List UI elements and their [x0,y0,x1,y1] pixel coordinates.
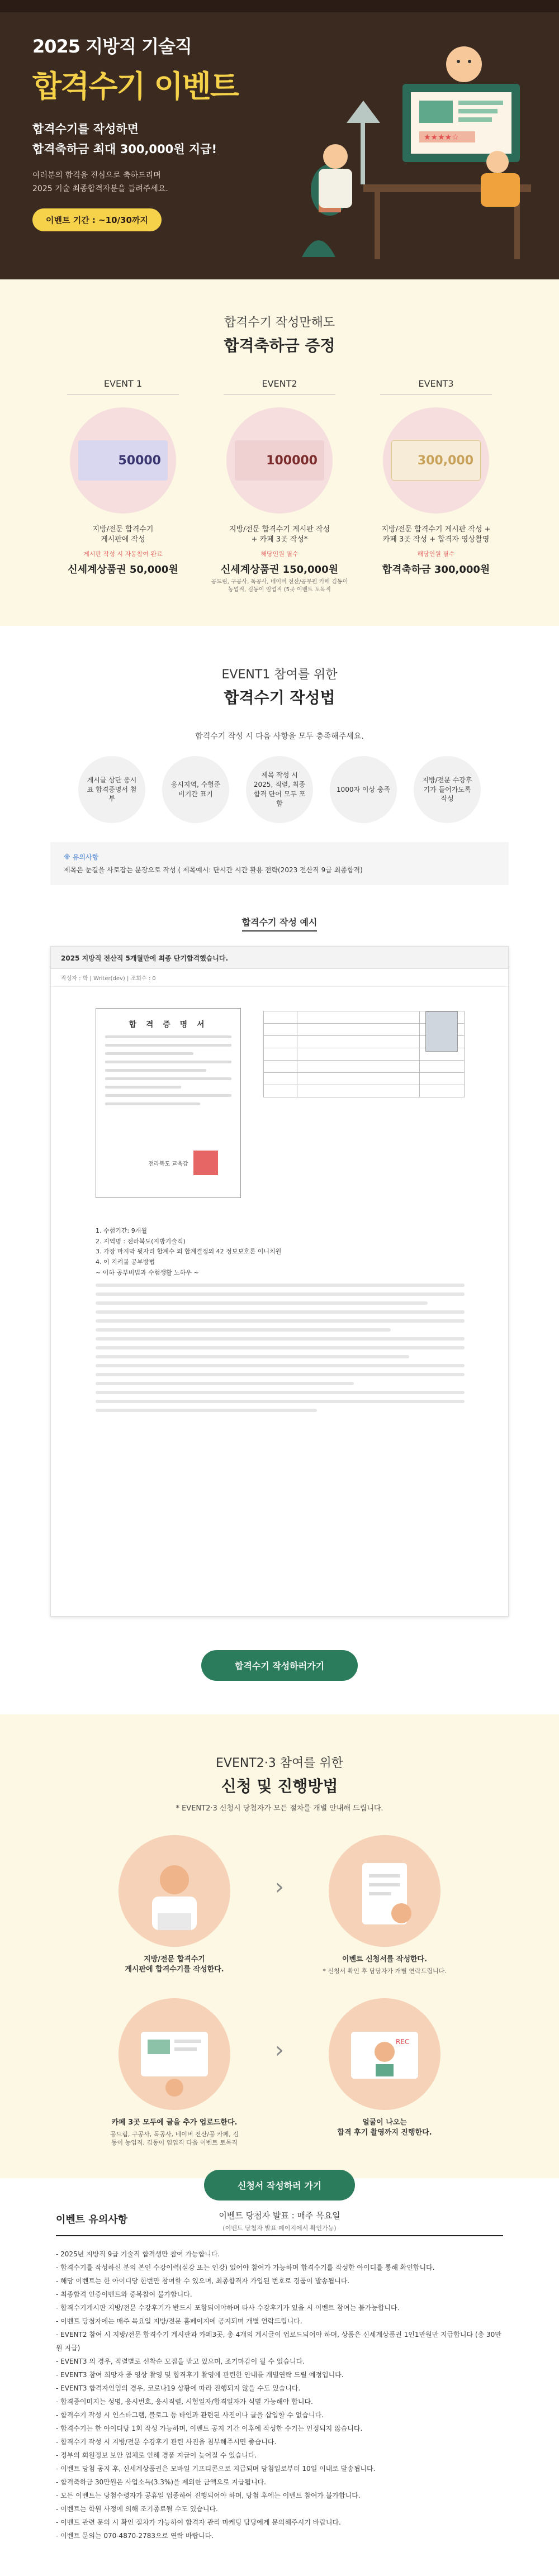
event-image [70,407,176,514]
hero-illustration [296,22,548,268]
svg-text:★★★★☆: ★★★★☆ [424,133,459,142]
caution-item: - 이벤트 관련 문의 시 확인 절차가 가능하여 합격자 관리 마케팅 담당에게 문의해주시기 바랍니다. [56,2518,341,2526]
event-label: EVENT3 [380,378,492,395]
step-note: * 신청서 확인 후 담당자가 개별 연락드립니다. [323,1967,447,1975]
event-desc-1: 지방/전문 합격수기 게시판 작성 + [381,525,491,534]
step-item-2 [318,1835,452,1976]
camera-illustration-icon [329,1998,440,2110]
event-image [226,407,333,514]
hero-line-2: 합격축하금 최대 300,000원 지급! [32,142,217,156]
requirement-item: 제목 작성 시 2025, 직렬, 최종합격 단어 모두 포함 [246,756,313,823]
voucher-value: 100000 [266,453,318,468]
event-desc-2: + 카페 3곳 작성* [251,535,308,544]
caution-item: - 합격수기 작성 시 인스타그램, 블로그 등 타인과 관련된 사진이나 글을 삽입할 수 없습니다. [56,2411,324,2419]
event-desc-1: 지방/전문 합격수기 게시판 작성 [229,525,330,534]
example-post-title: 2025 지방직 전산직 5개월만에 최종 단기합격했습니다. [51,947,508,969]
writing-illustration-icon [119,1835,230,1947]
step-item-3 [107,1998,241,2147]
event-label: EVENT 1 [67,378,179,395]
winner-announce-note: (이벤트 당첨자 발표 페이지에서 확인가능) [222,2224,337,2232]
caution-item: - EVENT2 참여 시 지방/전문 합격수기 게시판과 카페3곳, 총 4개의 게시글이 업로드되어야 하며, 상품은 신세계상품권 1인1만원만 지급합니다 (총 30만원 지급) [56,2331,501,2352]
hero-title: 합격수기 이벤트 [32,69,238,104]
step-item-1 [107,1835,241,1975]
voucher-value: 300,000 [417,453,473,468]
caution-item: - 이벤트 당첨자에는 매주 목요일 지방/전문 홈페이지에 공지되며 개별 연락드립니다. [56,2317,302,2325]
caution-item: - EVENT3 합격자인임의 경우, 코로나19 상황에 따라 진행되지 않을 수도 있습니다. [56,2384,301,2392]
event-desc-2: 카페 3곳 작성 + 합격자 영상촬영 [382,535,490,544]
hero-line-1: 합격수기를 작성하면 [32,122,139,136]
event-prize: 합격축하금 300,000원 [382,564,490,576]
reward-title-1: 합격수기 작성만해도 [224,316,335,330]
event-fine: 공드림, 구공사, 독공사, 네이버 전산/공무원 카페 김동이 농업직, 김동이 임업직 (5곳 이벤트 토목직 [211,579,348,593]
chevron-right-icon: › [275,1874,284,1900]
event-list [0,378,559,594]
step-label: 카페 3곳 모두에 글을 추가 업로드한다. [111,2118,238,2127]
example-line: ~ 이하 공부비법과 수험생활 노하우 ~ [96,1268,199,1276]
step-row-1 [0,1835,559,1976]
apply-title-1: EVENT2·3 참여를 위한 [216,1756,343,1770]
caution-item: - EVENT3 참여 희망자 중 영상 촬영 및 합격후기 촬영에 관련한 안내를 개별연락 드릴 예정입니다. [56,2371,344,2379]
event-desc [210,525,349,545]
event-card-1 [53,378,193,594]
caution-item: - 모든 이벤트는 당첨수령자가 공휴일 업종하여 진행되어야 하며, 당첨 후에는 이벤트 참여가 불가합니다. [56,2492,361,2499]
caution-item: - 합격수기를 작성하신 분의 본인 수강이력(실강 또는 인강) 있어야 참여가 가능하며 합격수기를 작성한 아이디를 통해 확인합니다. [56,2264,435,2271]
notice-title: ※ 유의사항 [64,853,99,861]
caution-item: - 합격축하금 30만원은 사업소득(3.3%)을 제외한 금액으로 지급됩니다. [56,2478,266,2486]
howto-intro: 합격수기 작성 시 다음 사항을 모두 충족해주세요. [195,732,364,741]
reward-title-2: 합격축하금 증정 [224,336,335,355]
voucher-value: 50000 [118,453,161,468]
caution-item: - 합격증이미지는 성명, 응시번호, 응시직렬, 시험일자/합격일자가 식별 가능해야 합니다. [56,2398,313,2406]
caution-item: - 정부의 회원정보 보안 업체로 인해 경품 지급이 늦어질 수 있습니다. [56,2451,257,2459]
example-screenshot [50,946,509,1617]
caution-item: - 합격수기 작성 시 지방/전문 수강후기 관련 사진을 첨부해주시면 좋습니다. [56,2438,277,2446]
certificate-title: 합 격 증 명 서 [129,1020,208,1029]
requirement-item: 1000자 이상 충족 [330,756,397,823]
caution-item: - 이벤트 당첨 공지 후, 신세계상품권은 모바일 기프티콘으로 지급되며 당첨일로부터 10일 이내로 발송됩니다. [56,2465,376,2473]
applicant-photo [425,1011,458,1052]
example-line: 3. 가장 마지막 뒷자리 합계수 외 합계결정의 42 정보보호론 이니치원 [96,1248,282,1256]
reward-section [0,279,559,626]
hero-small-2: 2025 기술 최종합격자분을 들려주세요. [32,184,168,193]
certificate-image [96,1008,241,1198]
hero-subtitle: 2025 지방직 기술직 [32,36,192,57]
hero-text [32,32,278,231]
cafe-illustration-icon [119,1998,230,2110]
step-note: 공드림, 구공사, 독공사, 네이버 전산/공 카페, 김동이 농업직, 김동이 임업직 다음 이벤트 토목직 [110,2130,239,2147]
voucher-icon [78,440,168,481]
example-body [96,1226,465,1412]
example-line: 1. 수험기간: 9개월 [96,1227,147,1234]
event-note: 해당인원 필수 [417,550,455,558]
event-desc-2: 게시판에 작성 [101,535,145,544]
event-prize: 신세계상품권 150,000원 [221,564,338,576]
event-image [383,407,489,514]
hero-banner [0,0,559,279]
event-note: 게시판 작성 시 자동참여 완료 [83,550,163,558]
event-prize: 신세계상품권 50,000원 [68,564,178,576]
apply-form-button[interactable]: 신청서 작성하러 가기 [204,2170,355,2200]
caution-item: - EVENT3 의 경우, 직렬별로 선착순 모집을 받고 있으며, 조기마감이 될 수 있습니다. [56,2358,305,2365]
caution-item: - 합격수기는 한 아이디당 1회 작성 가능하며, 이벤트 공지 기간 이후에 작성한 수기는 인정되지 않습니다. [56,2425,363,2432]
apply-title-2: 신청 및 진행방법 [221,1777,338,1795]
write-review-button[interactable]: 합격수기 작성하러가기 [201,1650,358,1681]
event-note: 해당인원 필수 [260,550,299,558]
step-label: 지방/전문 합격수기 게시판에 합격수기를 작성한다. [125,1955,224,1974]
caution-section [0,2178,559,2576]
howto-section [0,626,559,1714]
voucher-icon [235,440,324,481]
example-line: 4. 이 지켜볼 공부방법 [96,1258,155,1266]
caution-item: - 최종합격 인증이벤트와 중복참여 불가합니다. [56,2290,192,2298]
example-post-meta: 작성자 : 학 | Writer(dev) | 조회수 : 0 [51,969,508,987]
step-row-2 [0,1998,559,2147]
step-label: 이벤트 신청서를 작성한다. [342,1955,428,1964]
winner-announce: 이벤트 당첨자 발표 : 매주 목요일 [219,2210,340,2221]
requirement-item: 응시지역, 수험준비기간 표기 [162,756,229,823]
event-desc [53,525,193,545]
notice-text: 제목은 눈길을 사로잡는 문장으로 작성 ( 제목예시: 단시간 시간 활용 전략(2023 전산직 9급 최종합격) [64,866,363,874]
caution-title: 이벤트 유의사항 [56,2212,503,2236]
caution-item: - 해당 이벤트는 한 아이디당 한번만 참여할 수 있으며, 최종합격자 가입된 번호로 경품이 발송됩니다. [56,2277,350,2285]
requirement-item: 게시글 상단 응시표 합격증명서 첨부 [78,756,145,823]
howto-title-1: EVENT1 참여를 위한 [221,668,338,682]
event-desc [366,525,506,545]
caution-item: - 이벤트는 학원 사정에 의해 조기종료될 수도 있습니다. [56,2505,218,2513]
event-label: EVENT2 [224,378,335,395]
requirement-list [0,756,559,823]
certificate-org: 전라북도 교육감 [148,1161,188,1167]
caution-item: - 2025년 지방직 9급 기술직 합격생만 참여 가능합니다. [56,2250,220,2258]
form-illustration-icon [329,1835,440,1947]
caution-list [56,2247,503,2542]
notice-box [50,842,509,885]
step-label: 얼굴이 나오는 합격 후기 촬영까지 진행한다. [337,2118,432,2137]
hero-top-stripe [0,0,559,12]
event-desc-1: 지방/전문 합격수기 [92,525,154,534]
caution-item: - 합격수기게시판 지방/전문 수강후기가 반드시 포함되어야하며 타사 수강후기가 있을 시 이벤트 참여는 불가능합니다. [56,2304,400,2312]
caution-item: - 이벤트 문의는 070-4870-2783으로 연락 바랍니다. [56,2532,214,2540]
step-item-4 [318,1998,452,2138]
event-card-2 [210,378,349,594]
svg-text:REC: REC [396,2037,410,2046]
event-card-3 [366,378,506,594]
voucher-icon [391,440,481,481]
example-line: 2. 지역명 : 전라북도(지방기술직) [96,1237,186,1245]
hero-small-1: 여러분의 합격을 진심으로 축하드리며 [32,171,161,180]
stamp-icon [193,1151,218,1175]
event-period-badge: 이벤트 기간 : ~10/30까지 [32,208,162,231]
apply-subtitle: * EVENT2·3 신청시 당첨자가 모든 절차를 개별 안내해 드립니다. [176,1804,383,1813]
requirement-item: 지방/전문 수강후기가 들어가도록 작성 [414,756,481,823]
chevron-right-icon: › [275,2037,284,2063]
example-title: 합격수기 작성 예시 [242,915,318,931]
howto-title-2: 합격수기 작성법 [224,688,335,707]
